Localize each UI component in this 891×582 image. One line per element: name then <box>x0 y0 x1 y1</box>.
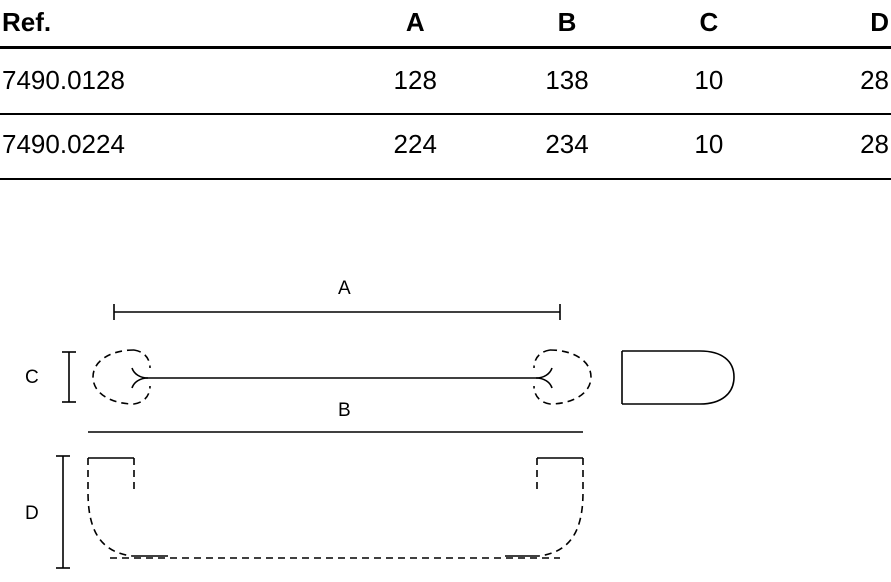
specification-table <box>0 0 891 176</box>
table-header-row <box>0 0 891 48</box>
column-header-a: A <box>405 6 425 37</box>
cell-a: 128 <box>393 64 437 95</box>
column-header-ref: Ref. <box>2 6 52 37</box>
cell-ref: 7490.0224 <box>2 128 125 159</box>
dimension-line-a <box>114 304 560 320</box>
table-row <box>0 48 891 112</box>
dimension-label-d: D <box>25 503 39 524</box>
cell-d: 28 <box>860 128 889 159</box>
cell-ref: 7490.0128 <box>2 64 125 95</box>
drawing-svg <box>0 200 891 582</box>
cell-b: 234 <box>545 128 589 159</box>
dimension-label-b: B <box>338 400 351 421</box>
column-header-c: C <box>699 6 719 37</box>
handle-front-view <box>88 458 583 558</box>
dimension-label-a: A <box>338 278 351 299</box>
dimension-label-c: C <box>25 367 39 388</box>
product-drawing <box>0 200 891 582</box>
dimension-line-c <box>62 352 76 402</box>
table-row <box>0 112 891 176</box>
cell-c: 10 <box>694 64 724 95</box>
table-rule-row-2 <box>0 178 891 180</box>
cell-a: 224 <box>393 128 437 159</box>
cell-d: 28 <box>860 64 889 95</box>
handle-top-view <box>93 350 591 404</box>
cell-b: 138 <box>545 64 589 95</box>
column-header-b: B <box>557 6 577 37</box>
pad-side-detail <box>622 351 734 404</box>
table-rule-header <box>0 46 891 49</box>
table-rule-row-1 <box>0 113 891 115</box>
cell-c: 10 <box>694 128 724 159</box>
dimension-line-d <box>56 456 70 568</box>
column-header-d: D <box>870 6 889 37</box>
